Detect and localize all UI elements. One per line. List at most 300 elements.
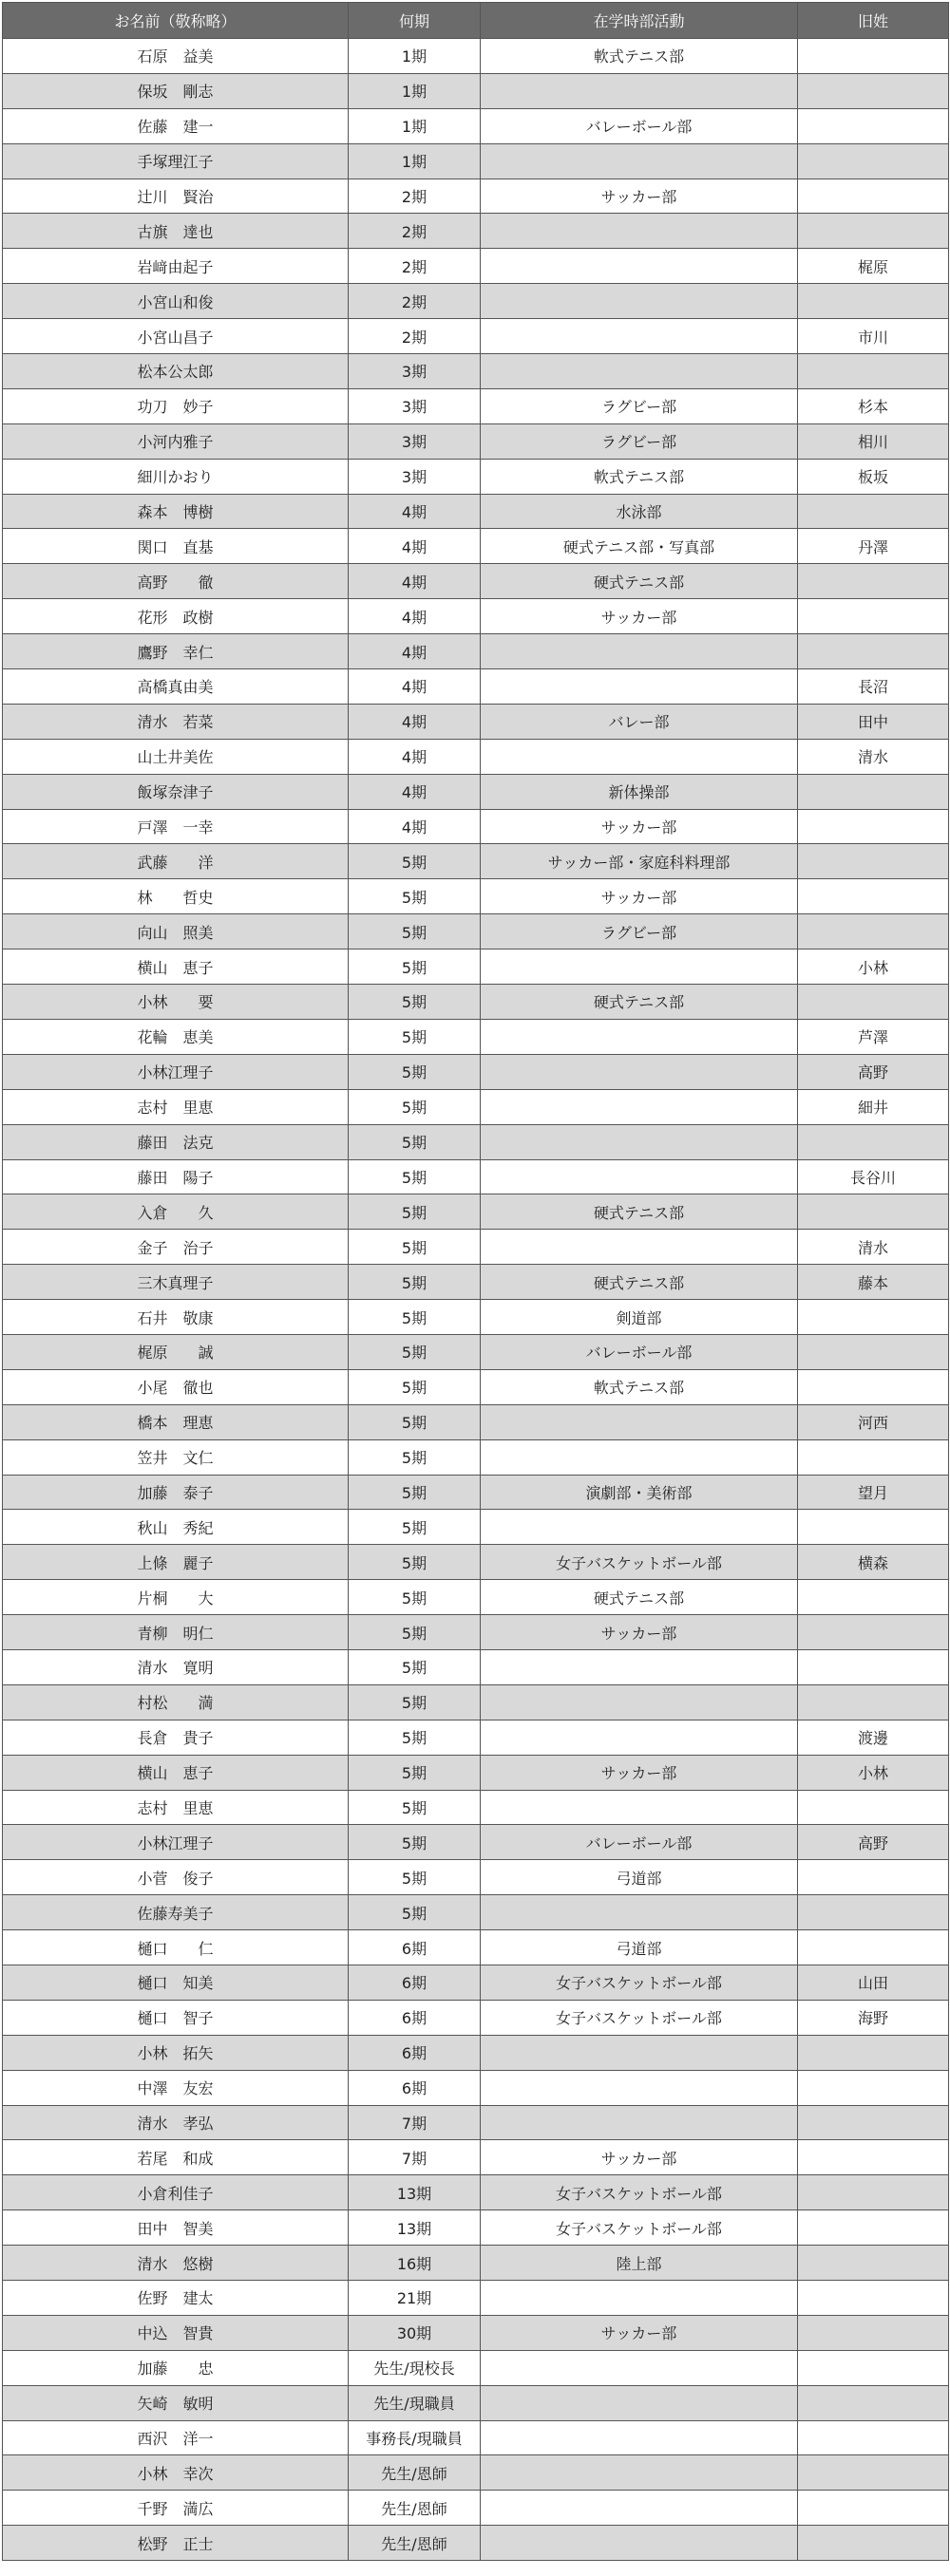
cell-maiden-name — [798, 774, 949, 809]
cell-maiden-name — [798, 2070, 949, 2105]
cell-term: 5期 — [349, 1404, 481, 1439]
cell-maiden-name — [798, 2385, 949, 2420]
cell-club: 硬式テニス部 — [481, 985, 798, 1020]
cell-maiden-name — [798, 108, 949, 143]
cell-club — [481, 2070, 798, 2105]
table-row — [3, 1369, 949, 1404]
cell-club: ラグビー部 — [481, 388, 798, 423]
cell-club — [481, 143, 798, 179]
cell-name: 保坂 剛志 — [3, 73, 349, 108]
cell-name: 小倉利佳子 — [3, 2175, 349, 2210]
cell-name: 佐藤 建一 — [3, 108, 349, 143]
table-row — [3, 2455, 949, 2491]
cell-maiden-name — [798, 2526, 949, 2561]
cell-name: 中込 智貴 — [3, 2315, 349, 2350]
cell-maiden-name — [798, 1649, 949, 1684]
table-row — [3, 1965, 949, 2000]
table-row — [3, 1930, 949, 1965]
cell-term: 5期 — [349, 1684, 481, 1720]
cell-club: 硬式テニス部 — [481, 1265, 798, 1300]
cell-name: 加藤 泰子 — [3, 1475, 349, 1510]
cell-maiden-name — [798, 2491, 949, 2526]
cell-club — [481, 1054, 798, 1089]
cell-club: ラグビー部 — [481, 423, 798, 459]
table-row — [3, 599, 949, 634]
table-row — [3, 494, 949, 529]
cell-maiden-name — [798, 1580, 949, 1615]
cell-term: 5期 — [349, 1369, 481, 1404]
cell-term: 5期 — [349, 1825, 481, 1860]
cell-maiden-name — [798, 2350, 949, 2385]
cell-maiden-name — [798, 2210, 949, 2246]
cell-maiden-name — [798, 1615, 949, 1650]
cell-club — [481, 2035, 798, 2070]
cell-maiden-name — [798, 1300, 949, 1335]
table-row — [3, 2315, 949, 2350]
table-row — [3, 634, 949, 669]
table-row — [3, 669, 949, 705]
cell-term: 5期 — [349, 1580, 481, 1615]
cell-name: 藤田 陽子 — [3, 1159, 349, 1194]
cell-name: 笠井 文仁 — [3, 1439, 349, 1475]
cell-maiden-name: 丹澤 — [798, 529, 949, 564]
cell-name: 小菅 俊子 — [3, 1860, 349, 1895]
cell-club — [481, 2455, 798, 2491]
cell-name: 森本 博樹 — [3, 494, 349, 529]
cell-maiden-name: 山田 — [798, 1965, 949, 2000]
cell-term: 4期 — [349, 809, 481, 844]
cell-club: バレーボール部 — [481, 1334, 798, 1369]
cell-club: 弓道部 — [481, 1860, 798, 1895]
table-row — [3, 2035, 949, 2070]
cell-term: 4期 — [349, 704, 481, 739]
cell-term: 5期 — [349, 1159, 481, 1194]
cell-name: 小河内雅子 — [3, 423, 349, 459]
cell-club — [481, 1089, 798, 1124]
cell-name: 石井 敬康 — [3, 1300, 349, 1335]
cell-term: 5期 — [349, 1895, 481, 1930]
cell-name: 武藤 洋 — [3, 844, 349, 879]
table-row — [3, 529, 949, 564]
table-row — [3, 1054, 949, 1089]
header-club: 在学時部活動 — [481, 3, 798, 39]
cell-club — [481, 1404, 798, 1439]
cell-term: 5期 — [349, 1019, 481, 1054]
cell-club — [481, 634, 798, 669]
cell-name: 千野 満広 — [3, 2491, 349, 2526]
table-row — [3, 879, 949, 914]
cell-club: 軟式テニス部 — [481, 39, 798, 74]
cell-term: 7期 — [349, 2105, 481, 2140]
cell-club: 演劇部・美術部 — [481, 1475, 798, 1510]
cell-name: 上條 麗子 — [3, 1545, 349, 1580]
cell-name: 西沢 洋一 — [3, 2420, 349, 2455]
cell-club — [481, 1510, 798, 1545]
cell-term: 13期 — [349, 2175, 481, 2210]
cell-term: 6期 — [349, 2070, 481, 2105]
cell-club: 陸上部 — [481, 2246, 798, 2281]
cell-name: 藤田 法克 — [3, 1124, 349, 1159]
cell-maiden-name — [798, 2315, 949, 2350]
cell-name: 樋口 仁 — [3, 1930, 349, 1965]
cell-club: 新体操部 — [481, 774, 798, 809]
table-row — [3, 844, 949, 879]
cell-term: 3期 — [349, 459, 481, 494]
cell-club: 女子バスケットボール部 — [481, 2210, 798, 2246]
cell-maiden-name — [798, 1790, 949, 1825]
cell-maiden-name — [798, 2281, 949, 2316]
cell-club: 弓道部 — [481, 1930, 798, 1965]
cell-club — [481, 284, 798, 319]
cell-club: 剣道部 — [481, 1300, 798, 1335]
cell-term: 5期 — [349, 1265, 481, 1300]
cell-maiden-name — [798, 2455, 949, 2491]
cell-term: 5期 — [349, 1860, 481, 1895]
cell-club: 硬式テニス部 — [481, 564, 798, 599]
cell-maiden-name — [798, 1334, 949, 1369]
cell-term: 5期 — [349, 950, 481, 985]
cell-name: 小林 要 — [3, 985, 349, 1020]
table-row — [3, 214, 949, 249]
table-row — [3, 2491, 949, 2526]
cell-club — [481, 2526, 798, 2561]
cell-club — [481, 2491, 798, 2526]
cell-maiden-name — [798, 179, 949, 214]
cell-club: サッカー部 — [481, 1755, 798, 1790]
cell-club: サッカー部 — [481, 179, 798, 214]
cell-term: 6期 — [349, 2000, 481, 2035]
cell-club — [481, 1649, 798, 1684]
cell-term: 先生/恩師 — [349, 2526, 481, 2561]
cell-maiden-name — [798, 39, 949, 74]
cell-maiden-name — [798, 1860, 949, 1895]
cell-club — [481, 1790, 798, 1825]
cell-name: 入倉 久 — [3, 1194, 349, 1230]
cell-maiden-name — [798, 879, 949, 914]
cell-name: 清水 悠樹 — [3, 2246, 349, 2281]
cell-club — [481, 1230, 798, 1265]
table-row — [3, 1860, 949, 1895]
cell-maiden-name — [798, 143, 949, 179]
cell-term: 5期 — [349, 1089, 481, 1124]
cell-maiden-name — [798, 844, 949, 879]
cell-maiden-name — [798, 1895, 949, 1930]
table-row — [3, 1089, 949, 1124]
cell-maiden-name — [798, 1124, 949, 1159]
cell-term: 3期 — [349, 354, 481, 389]
cell-club — [481, 1124, 798, 1159]
cell-term: 1期 — [349, 73, 481, 108]
cell-term: 5期 — [349, 1054, 481, 1089]
cell-club — [481, 2420, 798, 2455]
cell-name: 加藤 忠 — [3, 2350, 349, 2385]
table-row — [3, 2246, 949, 2281]
cell-club — [481, 669, 798, 705]
cell-name: 志村 里恵 — [3, 1089, 349, 1124]
cell-name: 細川かおり — [3, 459, 349, 494]
cell-term: 13期 — [349, 2210, 481, 2246]
cell-term: 6期 — [349, 1965, 481, 2000]
cell-name: 清水 寛明 — [3, 1649, 349, 1684]
cell-name: 青柳 明仁 — [3, 1615, 349, 1650]
cell-maiden-name: 細井 — [798, 1089, 949, 1124]
cell-name: 小宮山和俊 — [3, 284, 349, 319]
cell-name: 片桐 大 — [3, 1580, 349, 1615]
cell-name: 樋口 智子 — [3, 2000, 349, 2035]
cell-term: 2期 — [349, 214, 481, 249]
cell-club: バレー部 — [481, 704, 798, 739]
cell-club: ラグビー部 — [481, 914, 798, 950]
cell-name: 横山 恵子 — [3, 950, 349, 985]
table-row — [3, 1510, 949, 1545]
table-row — [3, 423, 949, 459]
cell-term: 6期 — [349, 1930, 481, 1965]
cell-club: バレーボール部 — [481, 108, 798, 143]
cell-term: 2期 — [349, 249, 481, 284]
cell-maiden-name — [798, 809, 949, 844]
table-row — [3, 1545, 949, 1580]
cell-term: 5期 — [349, 1615, 481, 1650]
cell-name: 石原 益美 — [3, 39, 349, 74]
cell-term: 1期 — [349, 39, 481, 74]
cell-club: バレーボール部 — [481, 1825, 798, 1860]
cell-term: 5期 — [349, 844, 481, 879]
cell-term: 2期 — [349, 284, 481, 319]
table-row — [3, 1755, 949, 1790]
cell-term: 3期 — [349, 423, 481, 459]
cell-term: 16期 — [349, 2246, 481, 2281]
cell-name: 高野 徹 — [3, 564, 349, 599]
cell-term: 5期 — [349, 1230, 481, 1265]
cell-name: 長倉 貴子 — [3, 1720, 349, 1755]
table-row — [3, 459, 949, 494]
cell-maiden-name: 相川 — [798, 423, 949, 459]
cell-name: 小宮山昌子 — [3, 319, 349, 354]
cell-term: 3期 — [349, 388, 481, 423]
cell-maiden-name — [798, 494, 949, 529]
cell-maiden-name: 梶原 — [798, 249, 949, 284]
cell-name: 三木真理子 — [3, 1265, 349, 1300]
cell-maiden-name — [798, 2175, 949, 2210]
table-row — [3, 1475, 949, 1510]
cell-name: 金子 治子 — [3, 1230, 349, 1265]
table-row — [3, 1895, 949, 1930]
cell-name: 志村 里恵 — [3, 1790, 349, 1825]
cell-club — [481, 354, 798, 389]
cell-maiden-name — [798, 599, 949, 634]
cell-term: 5期 — [349, 1649, 481, 1684]
cell-term: 4期 — [349, 669, 481, 705]
table-row — [3, 249, 949, 284]
cell-term: 1期 — [349, 143, 481, 179]
cell-name: 佐野 建太 — [3, 2281, 349, 2316]
cell-name: 松野 正士 — [3, 2526, 349, 2561]
cell-term: 21期 — [349, 2281, 481, 2316]
table-row — [3, 914, 949, 950]
cell-name: 小尾 徹也 — [3, 1369, 349, 1404]
table-row — [3, 284, 949, 319]
table-row — [3, 1580, 949, 1615]
cell-maiden-name — [798, 284, 949, 319]
cell-name: 林 哲史 — [3, 879, 349, 914]
cell-maiden-name: 望月 — [798, 1475, 949, 1510]
cell-maiden-name: 杉本 — [798, 388, 949, 423]
alumni-roster-table — [2, 2, 949, 2561]
cell-club — [481, 2281, 798, 2316]
cell-club — [481, 1439, 798, 1475]
table-row — [3, 2000, 949, 2035]
cell-name: 古旗 達也 — [3, 214, 349, 249]
table-row — [3, 1790, 949, 1825]
cell-term: 5期 — [349, 879, 481, 914]
cell-maiden-name — [798, 1439, 949, 1475]
cell-term: 5期 — [349, 1545, 481, 1580]
cell-term: 4期 — [349, 634, 481, 669]
cell-term: 5期 — [349, 1720, 481, 1755]
cell-club: サッカー部 — [481, 809, 798, 844]
header-name: お名前（敬称略） — [3, 3, 349, 39]
cell-term: 5期 — [349, 1124, 481, 1159]
cell-name: 小林江理子 — [3, 1825, 349, 1860]
table-row — [3, 2070, 949, 2105]
cell-term: 5期 — [349, 1510, 481, 1545]
cell-club — [481, 1684, 798, 1720]
cell-club — [481, 2350, 798, 2385]
table-row — [3, 73, 949, 108]
cell-term: 5期 — [349, 1790, 481, 1825]
cell-name: 横山 恵子 — [3, 1755, 349, 1790]
cell-club: 女子バスケットボール部 — [481, 2175, 798, 2210]
table-row — [3, 2385, 949, 2420]
table-row — [3, 1720, 949, 1755]
cell-name: 中澤 友宏 — [3, 2070, 349, 2105]
header-maiden-name: 旧姓 — [798, 3, 949, 39]
cell-name: 清水 孝弘 — [3, 2105, 349, 2140]
cell-term: 2期 — [349, 179, 481, 214]
cell-maiden-name: 長谷川 — [798, 1159, 949, 1194]
cell-maiden-name — [798, 73, 949, 108]
cell-maiden-name: 高野 — [798, 1054, 949, 1089]
cell-maiden-name: 板坂 — [798, 459, 949, 494]
cell-maiden-name — [798, 354, 949, 389]
cell-term: 先生/恩師 — [349, 2455, 481, 2491]
cell-club — [481, 73, 798, 108]
table-row — [3, 704, 949, 739]
table-row — [3, 2281, 949, 2316]
cell-name: 秋山 秀紀 — [3, 1510, 349, 1545]
cell-maiden-name: 河西 — [798, 1404, 949, 1439]
cell-name: 功刀 妙子 — [3, 388, 349, 423]
cell-maiden-name: 渡邊 — [798, 1720, 949, 1755]
cell-club: 軟式テニス部 — [481, 459, 798, 494]
cell-maiden-name — [798, 634, 949, 669]
table-row — [3, 1649, 949, 1684]
cell-name: 橋本 理恵 — [3, 1404, 349, 1439]
table-row — [3, 1194, 949, 1230]
table-row — [3, 1615, 949, 1650]
table-row — [3, 564, 949, 599]
cell-name: 田中 智美 — [3, 2210, 349, 2246]
table-row — [3, 1825, 949, 1860]
cell-term: 4期 — [349, 529, 481, 564]
table-row — [3, 1684, 949, 1720]
cell-name: 小林 拓矢 — [3, 2035, 349, 2070]
cell-term: 2期 — [349, 319, 481, 354]
cell-term: 事務長/現職員 — [349, 2420, 481, 2455]
cell-term: 6期 — [349, 2035, 481, 2070]
cell-club: 女子バスケットボール部 — [481, 1965, 798, 2000]
cell-club — [481, 214, 798, 249]
cell-name: 辻川 賢治 — [3, 179, 349, 214]
cell-term: 5期 — [349, 1439, 481, 1475]
cell-maiden-name: 市川 — [798, 319, 949, 354]
cell-term: 先生/現職員 — [349, 2385, 481, 2420]
table-row — [3, 2210, 949, 2246]
table-row — [3, 2350, 949, 2385]
cell-maiden-name — [798, 2035, 949, 2070]
header-term: 何期 — [349, 3, 481, 39]
cell-name: 関口 直基 — [3, 529, 349, 564]
cell-maiden-name: 海野 — [798, 2000, 949, 2035]
cell-term: 4期 — [349, 564, 481, 599]
cell-maiden-name — [798, 914, 949, 950]
table-row — [3, 108, 949, 143]
table-row — [3, 179, 949, 214]
cell-club — [481, 1019, 798, 1054]
table-row — [3, 354, 949, 389]
cell-club — [481, 249, 798, 284]
cell-maiden-name: 清水 — [798, 1230, 949, 1265]
cell-maiden-name — [798, 1369, 949, 1404]
cell-name: 佐藤寿美子 — [3, 1895, 349, 1930]
cell-term: 30期 — [349, 2315, 481, 2350]
cell-name: 向山 照美 — [3, 914, 349, 950]
table-row — [3, 985, 949, 1020]
cell-term: 5期 — [349, 1475, 481, 1510]
table-row — [3, 1334, 949, 1369]
cell-maiden-name — [798, 2420, 949, 2455]
cell-club — [481, 1159, 798, 1194]
cell-maiden-name — [798, 2246, 949, 2281]
cell-club: 硬式テニス部 — [481, 1194, 798, 1230]
table-row — [3, 1404, 949, 1439]
cell-name: 矢崎 敏明 — [3, 2385, 349, 2420]
table-row — [3, 2140, 949, 2175]
cell-maiden-name: 小林 — [798, 1755, 949, 1790]
cell-term: 7期 — [349, 2140, 481, 2175]
cell-term: 5期 — [349, 1755, 481, 1790]
cell-maiden-name — [798, 1684, 949, 1720]
cell-maiden-name: 高野 — [798, 1825, 949, 1860]
cell-name: 山土井美佐 — [3, 739, 349, 774]
cell-club: 水泳部 — [481, 494, 798, 529]
cell-club — [481, 1895, 798, 1930]
table-row — [3, 1124, 949, 1159]
cell-name: 樋口 知美 — [3, 1965, 349, 2000]
cell-club — [481, 950, 798, 985]
cell-club: サッカー部 — [481, 1615, 798, 1650]
table-row — [3, 809, 949, 844]
cell-maiden-name: 長沼 — [798, 669, 949, 705]
cell-name: 松本公太郎 — [3, 354, 349, 389]
cell-club: 硬式テニス部 — [481, 1580, 798, 1615]
cell-club — [481, 1720, 798, 1755]
cell-club: サッカー部 — [481, 879, 798, 914]
cell-name: 飯塚奈津子 — [3, 774, 349, 809]
cell-name: 高橋真由美 — [3, 669, 349, 705]
cell-name: 小林江理子 — [3, 1054, 349, 1089]
cell-name: 村松 満 — [3, 1684, 349, 1720]
